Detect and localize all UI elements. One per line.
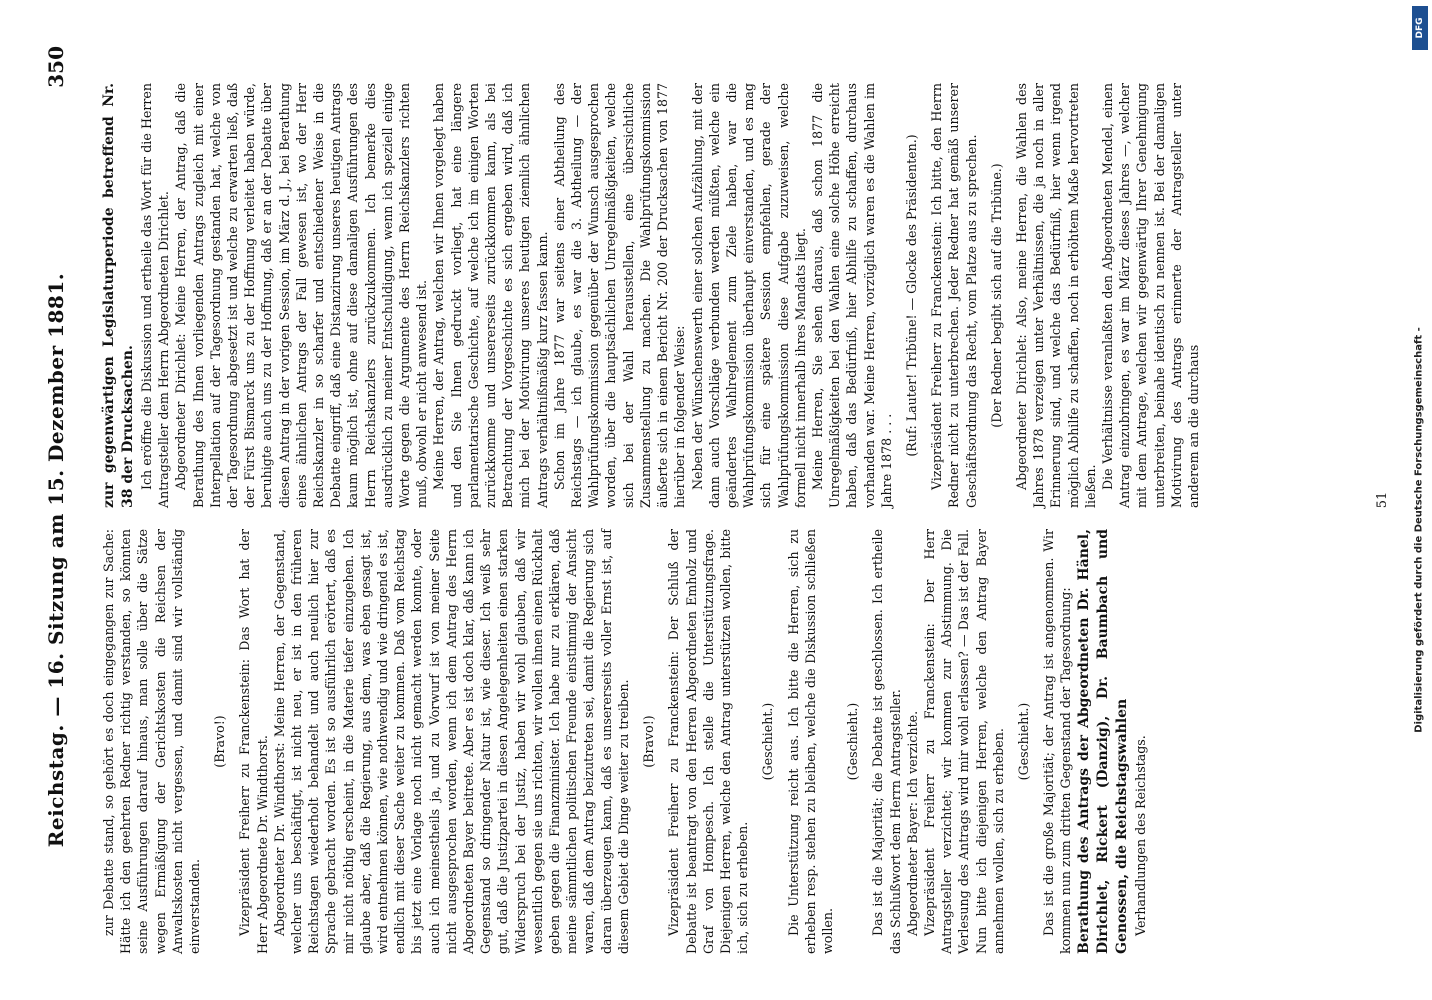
agenda-heading: Berathung des Antrags der Abgeordneten Dr. Hänel, Dirichlet, Rickert (Danzig), Dr. Baumbach und Genossen, die Reichstagswahlen (1075, 529, 1130, 954)
paragraph: Meine Herren, Sie sehen daraus, daß schon 1877 die Unregelmäßigkeiten bei den Wahlen eine solche Höhe erreicht haben, daß das Bedürfniß, hier Abhilfe zu schaffen, durchaus vorhanden war. Meine Herren, vorzüglich waren es die Wahlen im Jahre 1878 . . . (809, 83, 894, 508)
running-title: Reichstag. — 16. Sitzung am 15. Dezember 1881. (44, 272, 68, 848)
paragraph: Die Unterstützung reicht aus. Ich bitte die Herren, sich zu erheben resp. stehen zu bleiben, welche die Diskussion schließen wollen. (785, 529, 835, 954)
stage-direction: (Geschieht.) (1015, 702, 1031, 781)
credit-text: Digitalisierung gefördert durch die Deutsche Forschungsgemeinschaft - (1413, 327, 1425, 733)
dfg-logo-text: DFG (1415, 17, 1425, 39)
paragraph: Neben der Wünschenswerth einer solchen Aufzählung, mit der dann auch Vorschläge verbunden werden müßten, welche ein geändertes Wahlreglement zum Ziele haben, war die Wahlprüfungskommission überhaupt einverstanden, und es mag sich für eine spätere Session empfehlen, gerade der Wahlprüfungskommission diese Aufgabe zuzuweisen, welche formell nicht innerhalb ihres Mandats liegt. (689, 83, 808, 508)
left-column (100, 529, 1149, 954)
paragraph: Das ist die große Majorität; der Antrag ist angenommen. Wir kommen nun zum dritten Gegenstand der Tagesordnung: (1041, 529, 1074, 954)
stage-direction: (Geschieht.) (760, 702, 776, 781)
paragraph: Vizepräsident Freiherr zu Franckenstein: Der Herr Antragsteller verzichtet; wir kommen zur Abstimmung. Die Verlesung des Antrags wird mir wohl erlassen? — Das ist der Fall. Nun bitte ich diejenigen Herren, welche den Antrag Bayer annehmen wollen, sich zu erheben. (921, 529, 1006, 954)
column-divider (96, 511, 1346, 512)
paragraph: Ich eröffne die Diskussion und ertheile das Wort für die Herren Antragsteller dem Herrn Abgeordneten Dirichlet. (139, 83, 172, 508)
stage-direction: (Geschieht.) (845, 702, 861, 781)
stage-direction: (Bravo!) (641, 715, 657, 768)
right-column (100, 83, 1202, 508)
page-number: 350 (44, 46, 68, 88)
signature-mark: 51 (1375, 491, 1390, 509)
credit-line (1412, 120, 1426, 940)
paragraph: Vizepräsident Freiherr zu Franckenstein: Das Wort hat der Herr Abgeordnete Dr. Windthorst. (237, 529, 270, 954)
paragraph: Schon im Jahre 1877 war seitens einer Abtheilung des Reichstags — ich glaube, es war die 3. Abtheilung — der Wahlprüfungskommission gegenüber der Wunsch ausgesprochen worden, über die hauptsächlichen Unregelmäßigkeiten, welche sich bei der Wahl herausstellen, eine übersichtliche Zusammenstellung zu machen. Die Wahlprüfungskommission äußerte sich in einem Bericht Nr. 200 der Drucksachen von 1877 hierüber in folgender Weise: (551, 83, 688, 508)
paragraph: Vizepräsident Freiherr zu Franckenstein: Ich bitte, den Herrn Redner nicht zu unterbrechen. Jeder Redner hat gemäß unserer Geschäftsordnung das Recht, vom Platze aus zu sprechen. (929, 83, 979, 508)
paragraph: Abgeordneter Dr. Windthorst: Meine Herren, der Gegenstand, welcher uns beschäftigt, ist nicht neu, er ist in den früheren Reichstagen wiederholt behandelt und auch neulich hier zur Sprache gebracht worden. Es ist so ausführlich erörtert, daß es mir nicht nöthig erscheint, in die Materie tiefer einzugehen. Ich glaube aber, daß die Regierung, aus dem, was eben gesagt ist, wird entnehmen können, wie nothwendig und wie dringend es ist, endlich mit dieser Sache weiter zu kommen. Daß vom Reichstag bis jetzt eine Vorlage noch nicht gemacht werden konnte, oder auch ich meinestheils ja, und zu Vorwurf ist von meiner Seite nicht ausgesprochen worden, wenn ich dem Antrag des Herrn Abgeordneten Bayer beitrete. Aber es ist doch klar, daß kann ich Gegenstand so dringender Natur ist, wie dieser. Ich weiß sehr gut, daß die Justizpartei in diesen Angelegenheiten einen starken Widerspruch bei der Justiz, haben wir wohl glauben, daß wir wesentlich gegen sie uns richten, wir wollen ihnen einen Rückhalt geben gegen die Finanzminister. Ich habe nur zu erklären, daß meine sämmtlichen politischen Freunde einstimmig der Ansicht waren, daß dem Antrag beizutreten sei, damit die Regierung sich daran überzeugen kann, daß es unsererseits voller Ernst ist, auf diesem Gebiet die Dinge weiter zu treiben. (271, 529, 631, 954)
paragraph: Vizepräsident Freiherr zu Franckenstein: Der Schluß der Debatte ist beantragt von den Herren Abgeordneten Emholz und Graf von Hompesch. Ich stelle die Unterstützungsfrage. Diejenigen Herren, welche den Antrag unterstützen wollen, bitte ich, sich zu erheben. (666, 529, 751, 954)
paragraph: Das ist die Majorität; die Debatte ist geschlossen. Ich ertheile das Schlußwort dem Herrn Antragsteller. (870, 529, 903, 954)
stage-direction: (Ruf: Lauter! Tribüne! — Glocke des Präsidenten.) (903, 134, 919, 457)
paragraph: Meine Herren, der Antrag, welchen wir Ihnen vorgelegt haben und den Sie Ihnen gedruckt vorliegt, hat eine längere parlamentarische Geschichte, auf welche ich im einigen Worten zurückkomme und unsererseits zurückkommen kann, als bei Betrachtung der Vorgeschichte es sich ergeben wird, daß ich mich bei der Motivirung unseres heutigen ziemlich ähnlichen Antrags verhältnißmäßig kurz fassen kann. (431, 83, 550, 508)
paragraph: zur Debatte stand, so gehört es doch eingegangen zur Sache: Hätte ich den geehrten Redner richtig verstanden, so könnten seine Ausführungen darauf hinaus, man solle über die Sätze wegen Ermäßigung der Gerichtskosten die Reichsen der Anwaltskosten nicht vergessen, und damit sind wir vollständig einverstanden. (101, 529, 203, 954)
paragraph: Die Verhältnisse veranlaßten den Abgeordneten Mendel, einen Antrag einzubringen, es war im März dieses Jahres —, welcher mit dem Antrage, welchen wir gegenwärtig Ihrer Genehmigung unterbreiten, beinahe identisch zu nennen ist. Bei der damaligen Motivirung des Antrags erinnerte der Antragsteller unter anderem an die durchaus (1099, 83, 1201, 508)
paragraph: Abgeordneter Bayer: Ich verzichte. (904, 710, 920, 936)
agenda-heading: zur gegenwärtigen Legislaturperiode betreffend Nr. 38 der Drucksachen. (101, 83, 136, 508)
stage-direction: (Bravo!) (212, 715, 228, 768)
paragraph: Abgeordneter Dirichlet: Also, meine Herren, die Wahlen des Jahres 1878 verzeigen unter Verhältnissen, die ja noch in aller Erinnerung sind, und welche das Bedürfniß, hier wenn irgend möglich Abhilfe zu schaffen, noch in erhöhtem Maße hervortreten ließen. (1013, 83, 1098, 508)
paragraph: Verhandlungen des Reichstags. (1132, 735, 1148, 936)
paragraph: Abgeordneter Dirichlet: Meine Herren, der Antrag, daß die Berathung des Ihnen vorliegenden Antrags zugleich mit einer Interpellation auf der Tagesordnung gestanden hat, welche von der Tagesordnung abgesetzt ist und welche zu erwarten ließ, daß der Fürst Bismarck uns zu der Hoffnung verleitet haben würde, beruhigte auch uns zu der Hoffnung, daß er an der Debatte über diesen Antrag in der vorigen Session, im März d. J., bei Berathung eines ähnlichen Antrags der Fall gewesen ist, wo der Herr Reichskanzler in so scharfer und entschiedener Weise in die Debatte eingriff, daß eine Distanzirung unseres heutigen Antrags kaum möglich ist, ohne auf diese damaligen Ausführungen des Herrn Reichskanzlers zurückzukommen. Ich bemerke dies ausdrücklich zu meiner Entschuldigung, wenn ich speziell einige Worte gegen die Argumente des Herrn Reichskanzlers richten muß, obwohl er nicht anwesend ist. (173, 83, 430, 508)
rotated-document-page (36, 40, 1396, 960)
dfg-logo (1412, 6, 1428, 50)
page-header (44, 40, 70, 960)
stage-direction: (Der Redner begibt sich auf die Tribüne.) (988, 163, 1004, 428)
